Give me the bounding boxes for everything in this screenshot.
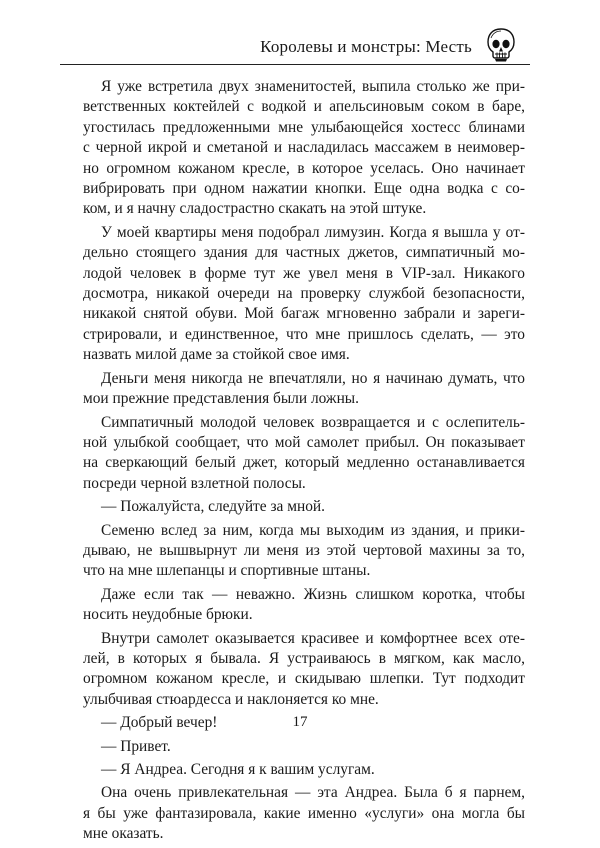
text-line: Симпатичный молодой человек возвращается и с ослепитель-: [101, 413, 525, 431]
paragraph: [83, 369, 525, 410]
paragraph: [83, 760, 525, 780]
skull-icon: [486, 28, 516, 62]
text-line: носить неудобные брюки.: [83, 606, 253, 624]
text-line: мне оказать.: [83, 825, 164, 843]
text-line: улыбчивая стюардесса и наклоняется ко мне.: [83, 690, 379, 708]
text-line: посреди черной взлетной полосы.: [83, 474, 306, 492]
text-line: досмотра, никакой очереди на проверку службой безопасности,: [83, 285, 525, 303]
text-line: — Привет.: [101, 737, 171, 755]
text-line: стрировали, и единственное, что мне пришлось сделать, — это: [83, 325, 525, 343]
text-line: но огромном кожаном кресле, в которое уселась. Оно начинает: [83, 159, 525, 177]
text-line: Семеню вслед за ним, когда мы выходим из здания, и прики-: [101, 521, 525, 539]
paragraph: [83, 737, 525, 757]
page-number: 17: [292, 714, 308, 730]
text-line: никакой снятой обуви. Мой багаж мгновенно забрали и зареги-: [83, 305, 525, 323]
paragraph: [83, 77, 525, 220]
text-line: Даже если так — неважно. Жизнь слишком коротка, чтобы: [101, 585, 525, 603]
text-line: — Добрый вечер!: [101, 714, 218, 732]
paragraph: [83, 629, 525, 711]
paragraph: [83, 413, 525, 495]
text-line: назвать милой даме за стойкой свое имя.: [83, 346, 350, 364]
text-line: огромном кожаном кресле, и скидываю шлепки. Тут подходит: [83, 670, 525, 688]
text-line: на сверкающий белый джет, который медленно останавливается: [83, 454, 525, 472]
text-line: с черной икрой и сметаной и насладилась массажем в неимовер-: [83, 139, 525, 157]
text-line: лей, в которых я бывала. Я устраиваюсь в мягком, как масло,: [83, 649, 525, 667]
running-header: [60, 24, 530, 68]
text-line: Я уже встретила двух знаменитостей, выпила столько же при-: [101, 78, 525, 95]
text-line: дельно стоящего здания для частных джетов, симпатичный мо-: [83, 244, 525, 262]
text-line: Она очень привлекательная — эта Андреа. Была б я парнем,: [101, 784, 525, 802]
text-line: ветственных коктейлей с водкой и апельсиновым соком в баре,: [83, 98, 525, 116]
paragraph: [83, 783, 525, 844]
text-line: ком, и я начну сладострастно скакать на этой штуке.: [83, 200, 427, 218]
text-line: лодой человек в форме тут же увел меня в VIP-зал. Никакого: [83, 264, 525, 282]
running-title: Королевы и монстры: Месть: [260, 37, 472, 56]
text-line: У моей квартиры меня подобрал лимузин. Когда я вышла у от-: [101, 223, 525, 241]
paragraph: [83, 521, 525, 582]
text-line: вибрировать при одном нажатии кнопки. Еще одна водка с со-: [83, 180, 525, 198]
text-line: угостилась предложенными мне улыбающейся хостесс блинами: [83, 118, 525, 136]
text-line: Внутри самолет оказывается красивее и комфортнее всех оте-: [101, 629, 525, 647]
text-line: ной улыбкой сообщает, что мой самолет прибыл. Он показывает: [83, 433, 525, 451]
text-line: мои прежние представления были ложны.: [83, 390, 359, 408]
header-divider: [60, 64, 530, 65]
text-line: Деньги меня никогда не впечатляли, но я начинаю думать, что: [101, 369, 525, 387]
text-line: я бы уже фантазировала, какие именно «услуги» она могла бы: [83, 804, 525, 822]
text-line: дываю, не вышвырнут ли меня из этой чертовой махины за то,: [83, 541, 525, 559]
paragraph: [83, 585, 525, 626]
body-text: [83, 77, 525, 848]
text-line: — Я Андреа. Сегодня я к вашим услугам.: [101, 761, 375, 778]
paragraph: [83, 223, 525, 366]
text-line: что на мне шлепанцы и спортивные штаны.: [83, 562, 371, 580]
text-line: — Пожалуйста, следуйте за мной.: [101, 498, 325, 516]
paragraph: [83, 497, 525, 517]
